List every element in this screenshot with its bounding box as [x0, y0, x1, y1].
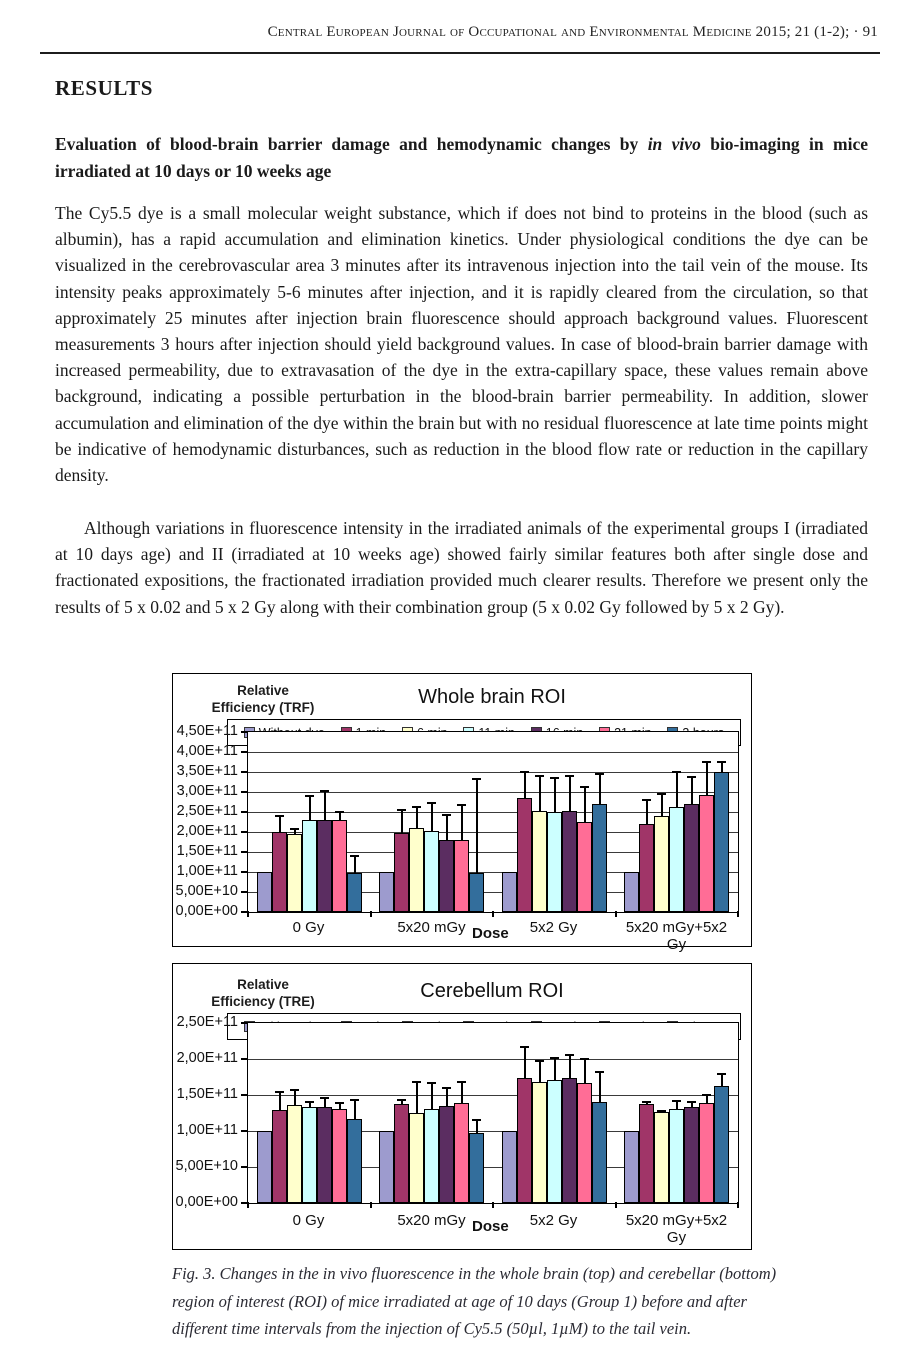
- error-bar-line: [554, 777, 556, 812]
- bar: [532, 811, 547, 912]
- x-tick-label: 0 Gy: [292, 919, 325, 936]
- error-bar-cap: [397, 809, 406, 811]
- y-tick-mark: [241, 831, 247, 833]
- bar: [699, 1103, 714, 1203]
- bar: [469, 1133, 484, 1203]
- error-bar-line: [401, 809, 403, 833]
- bar: [424, 1109, 439, 1203]
- error-bar-cap: [442, 1087, 451, 1089]
- x-tick-mark: [370, 1202, 372, 1208]
- bar: [562, 811, 577, 912]
- error-bar-cap: [550, 1057, 559, 1059]
- y-tick-mark: [241, 891, 247, 893]
- error-bar-cap: [457, 1081, 466, 1083]
- error-bar-cap: [335, 1102, 344, 1104]
- bar: [439, 840, 454, 912]
- x-tick-label: 5x20 mGy: [397, 1212, 466, 1229]
- error-bar-cap: [305, 795, 314, 797]
- gridline: [248, 1059, 738, 1060]
- bar: [317, 820, 332, 912]
- y-tick-mark: [241, 1130, 247, 1132]
- bar: [624, 872, 639, 912]
- y-tick-label: 2,00E+11: [176, 823, 238, 839]
- y-tick-mark: [241, 731, 247, 733]
- bar: [639, 1104, 654, 1203]
- chart-title: Whole brain ROI: [418, 686, 566, 708]
- error-bar-cap: [412, 806, 421, 808]
- x-tick-mark: [370, 911, 372, 917]
- y-tick-mark: [241, 851, 247, 853]
- figure-caption: Fig. 3. Changes in the in vivo fluorescence in the whole brain (top) and cerebellar (bottom) region of interest (ROI) of mice irradiated at age of 10 days (Group 1) before and after different time intervals from the injection of Cy5.5 (50µl, 1µM) to the tail vein.: [172, 1264, 777, 1338]
- error-bar-cap: [320, 1097, 329, 1099]
- bar: [347, 873, 362, 912]
- y-tick-label: 0,00E+00: [175, 1194, 238, 1210]
- bar: [302, 1107, 317, 1203]
- plot-area: [247, 1022, 739, 1204]
- error-bar-line: [584, 786, 586, 822]
- bar: [577, 822, 592, 912]
- error-bar-cap: [290, 1089, 299, 1091]
- gridline: [248, 752, 738, 753]
- y-tick-mark: [241, 1022, 247, 1024]
- y-tick-label: 3,00E+11: [176, 783, 238, 799]
- error-bar-cap: [350, 855, 359, 857]
- bar: [302, 820, 317, 912]
- bar: [332, 820, 347, 912]
- error-bar-cap: [565, 1054, 574, 1056]
- x-axis-title: Dose: [472, 925, 509, 942]
- section-heading-part2: bio-imaging in mice irradiated at 10 days or 10 weeks age: [55, 134, 869, 181]
- error-bar-line: [461, 1081, 463, 1103]
- bar: [454, 840, 469, 912]
- y-axis-label-line: Efficiency (TRF): [211, 700, 315, 715]
- bar: [502, 1131, 517, 1203]
- bar: [547, 1080, 562, 1203]
- plot-area: [247, 731, 739, 913]
- error-bar-cap: [320, 790, 329, 792]
- y-tick-mark: [241, 1094, 247, 1096]
- error-bar-cap: [717, 1073, 726, 1075]
- y-tick-mark: [241, 771, 247, 773]
- bar: [684, 1107, 699, 1203]
- bar: [287, 834, 302, 912]
- error-bar-cap: [472, 1119, 481, 1121]
- error-bar-line: [691, 776, 693, 804]
- chart-figure-cerebellum: [172, 963, 752, 1250]
- bar: [669, 807, 684, 912]
- error-bar-line: [416, 1081, 418, 1113]
- chart-figure-whole-brain: [172, 673, 752, 953]
- bar: [409, 828, 424, 912]
- x-tick-mark: [615, 1202, 617, 1208]
- error-bar-cap: [412, 1081, 421, 1083]
- error-bar-cap: [442, 814, 451, 816]
- error-bar-cap: [427, 1082, 436, 1084]
- bar: [562, 1078, 577, 1203]
- y-tick-mark: [241, 811, 247, 813]
- error-bar-line: [661, 793, 663, 816]
- y-tick-mark: [241, 871, 247, 873]
- error-bar-line: [599, 1071, 601, 1102]
- bar: [424, 831, 439, 912]
- error-bar-line: [279, 1091, 281, 1110]
- error-bar-cap: [335, 811, 344, 813]
- error-bar-line: [476, 778, 478, 873]
- error-bar-line: [676, 771, 678, 807]
- y-axis-label-line: Relative: [237, 977, 289, 992]
- bar: [257, 1131, 272, 1203]
- x-tick-mark: [247, 911, 249, 917]
- error-bar-line: [646, 799, 648, 824]
- bar: [624, 1131, 639, 1203]
- x-tick-label: 5x20 mGy: [397, 919, 466, 936]
- error-bar-line: [569, 775, 571, 811]
- error-bar-cap: [642, 1101, 651, 1103]
- error-bar-line: [279, 815, 281, 832]
- bar: [379, 872, 394, 912]
- bar: [394, 833, 409, 912]
- gridline: [248, 772, 738, 773]
- error-bar-cap: [565, 775, 574, 777]
- y-tick-label: 4,50E+11: [176, 723, 238, 739]
- bar: [714, 772, 729, 912]
- bar: [409, 1113, 424, 1203]
- y-tick-label: 5,00E+10: [175, 1158, 238, 1174]
- y-tick-label: 1,00E+11: [176, 1122, 238, 1138]
- error-bar-cap: [672, 771, 681, 773]
- section-heading-emphasis: in vivo: [647, 134, 701, 154]
- y-tick-label: 1,00E+11: [176, 863, 238, 879]
- bar: [439, 1106, 454, 1203]
- x-tick-mark: [247, 1202, 249, 1208]
- y-tick-label: 2,50E+11: [176, 803, 238, 819]
- y-tick-mark: [241, 751, 247, 753]
- error-bar-cap: [290, 828, 299, 830]
- y-tick-label: 0,00E+00: [175, 903, 238, 919]
- error-bar-cap: [672, 1100, 681, 1102]
- bar: [287, 1105, 302, 1203]
- bar: [379, 1131, 394, 1203]
- error-bar-line: [476, 1119, 478, 1133]
- x-tick-mark: [492, 1202, 494, 1208]
- error-bar-line: [584, 1058, 586, 1083]
- x-tick-mark: [737, 1202, 739, 1208]
- x-tick-label: 5x2 Gy: [529, 1212, 578, 1229]
- y-tick-label: 3,50E+11: [176, 763, 238, 779]
- x-tick-label: 5x2 Gy: [529, 919, 578, 936]
- journal-header: [40, 24, 878, 41]
- y-tick-label: 2,00E+11: [176, 1050, 238, 1066]
- y-tick-label: 4,00E+11: [176, 743, 238, 759]
- error-bar-line: [524, 1046, 526, 1078]
- error-bar-line: [554, 1057, 556, 1080]
- error-bar-cap: [595, 773, 604, 775]
- error-bar-cap: [580, 1058, 589, 1060]
- error-bar-cap: [687, 776, 696, 778]
- error-bar-line: [446, 1087, 448, 1106]
- section-heading-part1: Evaluation of blood-brain barrier damage and hemodynamic changes by: [55, 134, 648, 154]
- gridline: [248, 1095, 738, 1096]
- bar: [699, 795, 714, 912]
- error-bar-line: [309, 795, 311, 820]
- error-bar-cap: [457, 804, 466, 806]
- error-bar-cap: [595, 1071, 604, 1073]
- error-bar-line: [461, 804, 463, 840]
- bar: [454, 1103, 469, 1203]
- bar: [654, 1112, 669, 1203]
- section-heading: [55, 131, 868, 185]
- error-bar-line: [354, 1099, 356, 1119]
- error-bar-cap: [702, 761, 711, 763]
- y-tick-label: 5,00E+10: [175, 883, 238, 899]
- bar: [317, 1107, 332, 1203]
- bar: [517, 1078, 532, 1203]
- x-tick-mark: [615, 911, 617, 917]
- error-bar-cap: [657, 1110, 666, 1112]
- error-bar-cap: [535, 1060, 544, 1062]
- error-bar-line: [539, 775, 541, 811]
- y-axis-label-line: Relative: [237, 683, 289, 698]
- error-bar-line: [599, 773, 601, 804]
- bar: [517, 798, 532, 912]
- y-axis-label-line: Efficiency (TRE): [211, 994, 315, 1009]
- error-bar-cap: [550, 777, 559, 779]
- bar: [592, 1102, 607, 1203]
- header-rule: [40, 52, 880, 54]
- error-bar-cap: [520, 771, 529, 773]
- x-tick-label: 5x20 mGy+5x2 Gy: [625, 1212, 728, 1246]
- error-bar-line: [354, 855, 356, 873]
- error-bar-line: [294, 1089, 296, 1105]
- chart-title: Cerebellum ROI: [420, 980, 564, 1002]
- error-bar-cap: [520, 1046, 529, 1048]
- error-bar-line: [431, 1082, 433, 1109]
- gridline: [248, 812, 738, 813]
- bar: [272, 1110, 287, 1203]
- error-bar-cap: [305, 1101, 314, 1103]
- bar: [272, 832, 287, 912]
- error-bar-line: [706, 761, 708, 795]
- x-tick-mark: [737, 911, 739, 917]
- error-bar-cap: [717, 761, 726, 763]
- bar: [639, 824, 654, 912]
- bar: [332, 1109, 347, 1203]
- error-bar-cap: [657, 793, 666, 795]
- y-tick-label: 2,50E+11: [176, 1014, 238, 1030]
- journal-title: Central European Journal of Occupational and Environmental Medicine: [267, 24, 752, 40]
- error-bar-cap: [275, 1091, 284, 1093]
- bar: [257, 872, 272, 912]
- error-bar-line: [431, 802, 433, 831]
- x-axis-title: Dose: [472, 1218, 509, 1235]
- bar: [502, 872, 517, 912]
- error-bar-cap: [580, 786, 589, 788]
- bar: [577, 1083, 592, 1203]
- error-bar-line: [569, 1054, 571, 1078]
- bar: [684, 804, 699, 912]
- error-bar-cap: [427, 802, 436, 804]
- x-tick-label: 0 Gy: [292, 1212, 325, 1229]
- bar: [347, 1119, 362, 1203]
- error-bar-cap: [397, 1099, 406, 1101]
- bar: [532, 1082, 547, 1203]
- x-tick-mark: [492, 911, 494, 917]
- bar: [469, 873, 484, 912]
- paragraph-1: The Cy5.5 dye is a small molecular weight substance, which if does not bind to proteins in the blood (such as albumin), has a rapid accumulation and elimination kinetics. Under physiological conditions the dye can be visualized in the cerebrovascular area 3 minutes after its intravenous injection into the tail vein of the mouse. Its intensity peaks approximately 5-6 minutes after injection, and it is rapidly cleared from the circulation, so that approximately 25 minutes after injection brain fluorescence should approach background values. Fluorescent measurements 3 hours after injection should yield background values. In case of blood-brain barrier damage with increased permeability, due to extravasation of the dye in the extra-capillary space, these values remain above background, indicating a possible perturbation in the blood-brain barrier permeability. In addition, slower accumulation and elimination of the dye within the brain but with no residual fluorescence at late time points might be indicative of hemodynamic disturbances, such as reduction in the blood flow rate or reduction in the capillary density.: [55, 203, 868, 486]
- error-bar-cap: [275, 815, 284, 817]
- error-bar-line: [524, 771, 526, 798]
- error-bar-cap: [472, 778, 481, 780]
- error-bar-line: [446, 814, 448, 840]
- bar: [669, 1109, 684, 1203]
- results-heading: RESULTS: [55, 76, 153, 100]
- error-bar-line: [324, 790, 326, 820]
- x-tick-label: 5x20 mGy+5x2 Gy: [625, 919, 728, 953]
- paragraph-2: Although variations in fluorescence intensity in the irradiated animals of the experimental groups I (irradiated at 10 days age) and II (irradiated at 10 weeks age) showed fairly similar features both after single dose and fractionated expositions, the fractionated irradiation provided much clearer results. Therefore we present only the results of 5 x 0.02 and 5 x 2 Gy along with their combination group (5 x 0.02 Gy followed by 5 x 2 Gy).: [55, 518, 868, 617]
- bar: [547, 812, 562, 912]
- error-bar-cap: [687, 1101, 696, 1103]
- error-bar-line: [416, 806, 418, 828]
- y-tick-mark: [241, 1166, 247, 1168]
- y-tick-label: 1,50E+11: [176, 843, 238, 859]
- bar: [394, 1104, 409, 1203]
- error-bar-cap: [535, 775, 544, 777]
- error-bar-cap: [702, 1094, 711, 1096]
- bar: [654, 816, 669, 912]
- error-bar-cap: [350, 1099, 359, 1101]
- y-tick-mark: [241, 791, 247, 793]
- y-tick-label: 1,50E+11: [176, 1086, 238, 1102]
- journal-issue: 2015; 21 (1-2); · 91: [755, 24, 878, 40]
- y-tick-mark: [241, 1058, 247, 1060]
- bar: [714, 1086, 729, 1203]
- error-bar-line: [539, 1060, 541, 1082]
- bar: [592, 804, 607, 912]
- error-bar-cap: [642, 799, 651, 801]
